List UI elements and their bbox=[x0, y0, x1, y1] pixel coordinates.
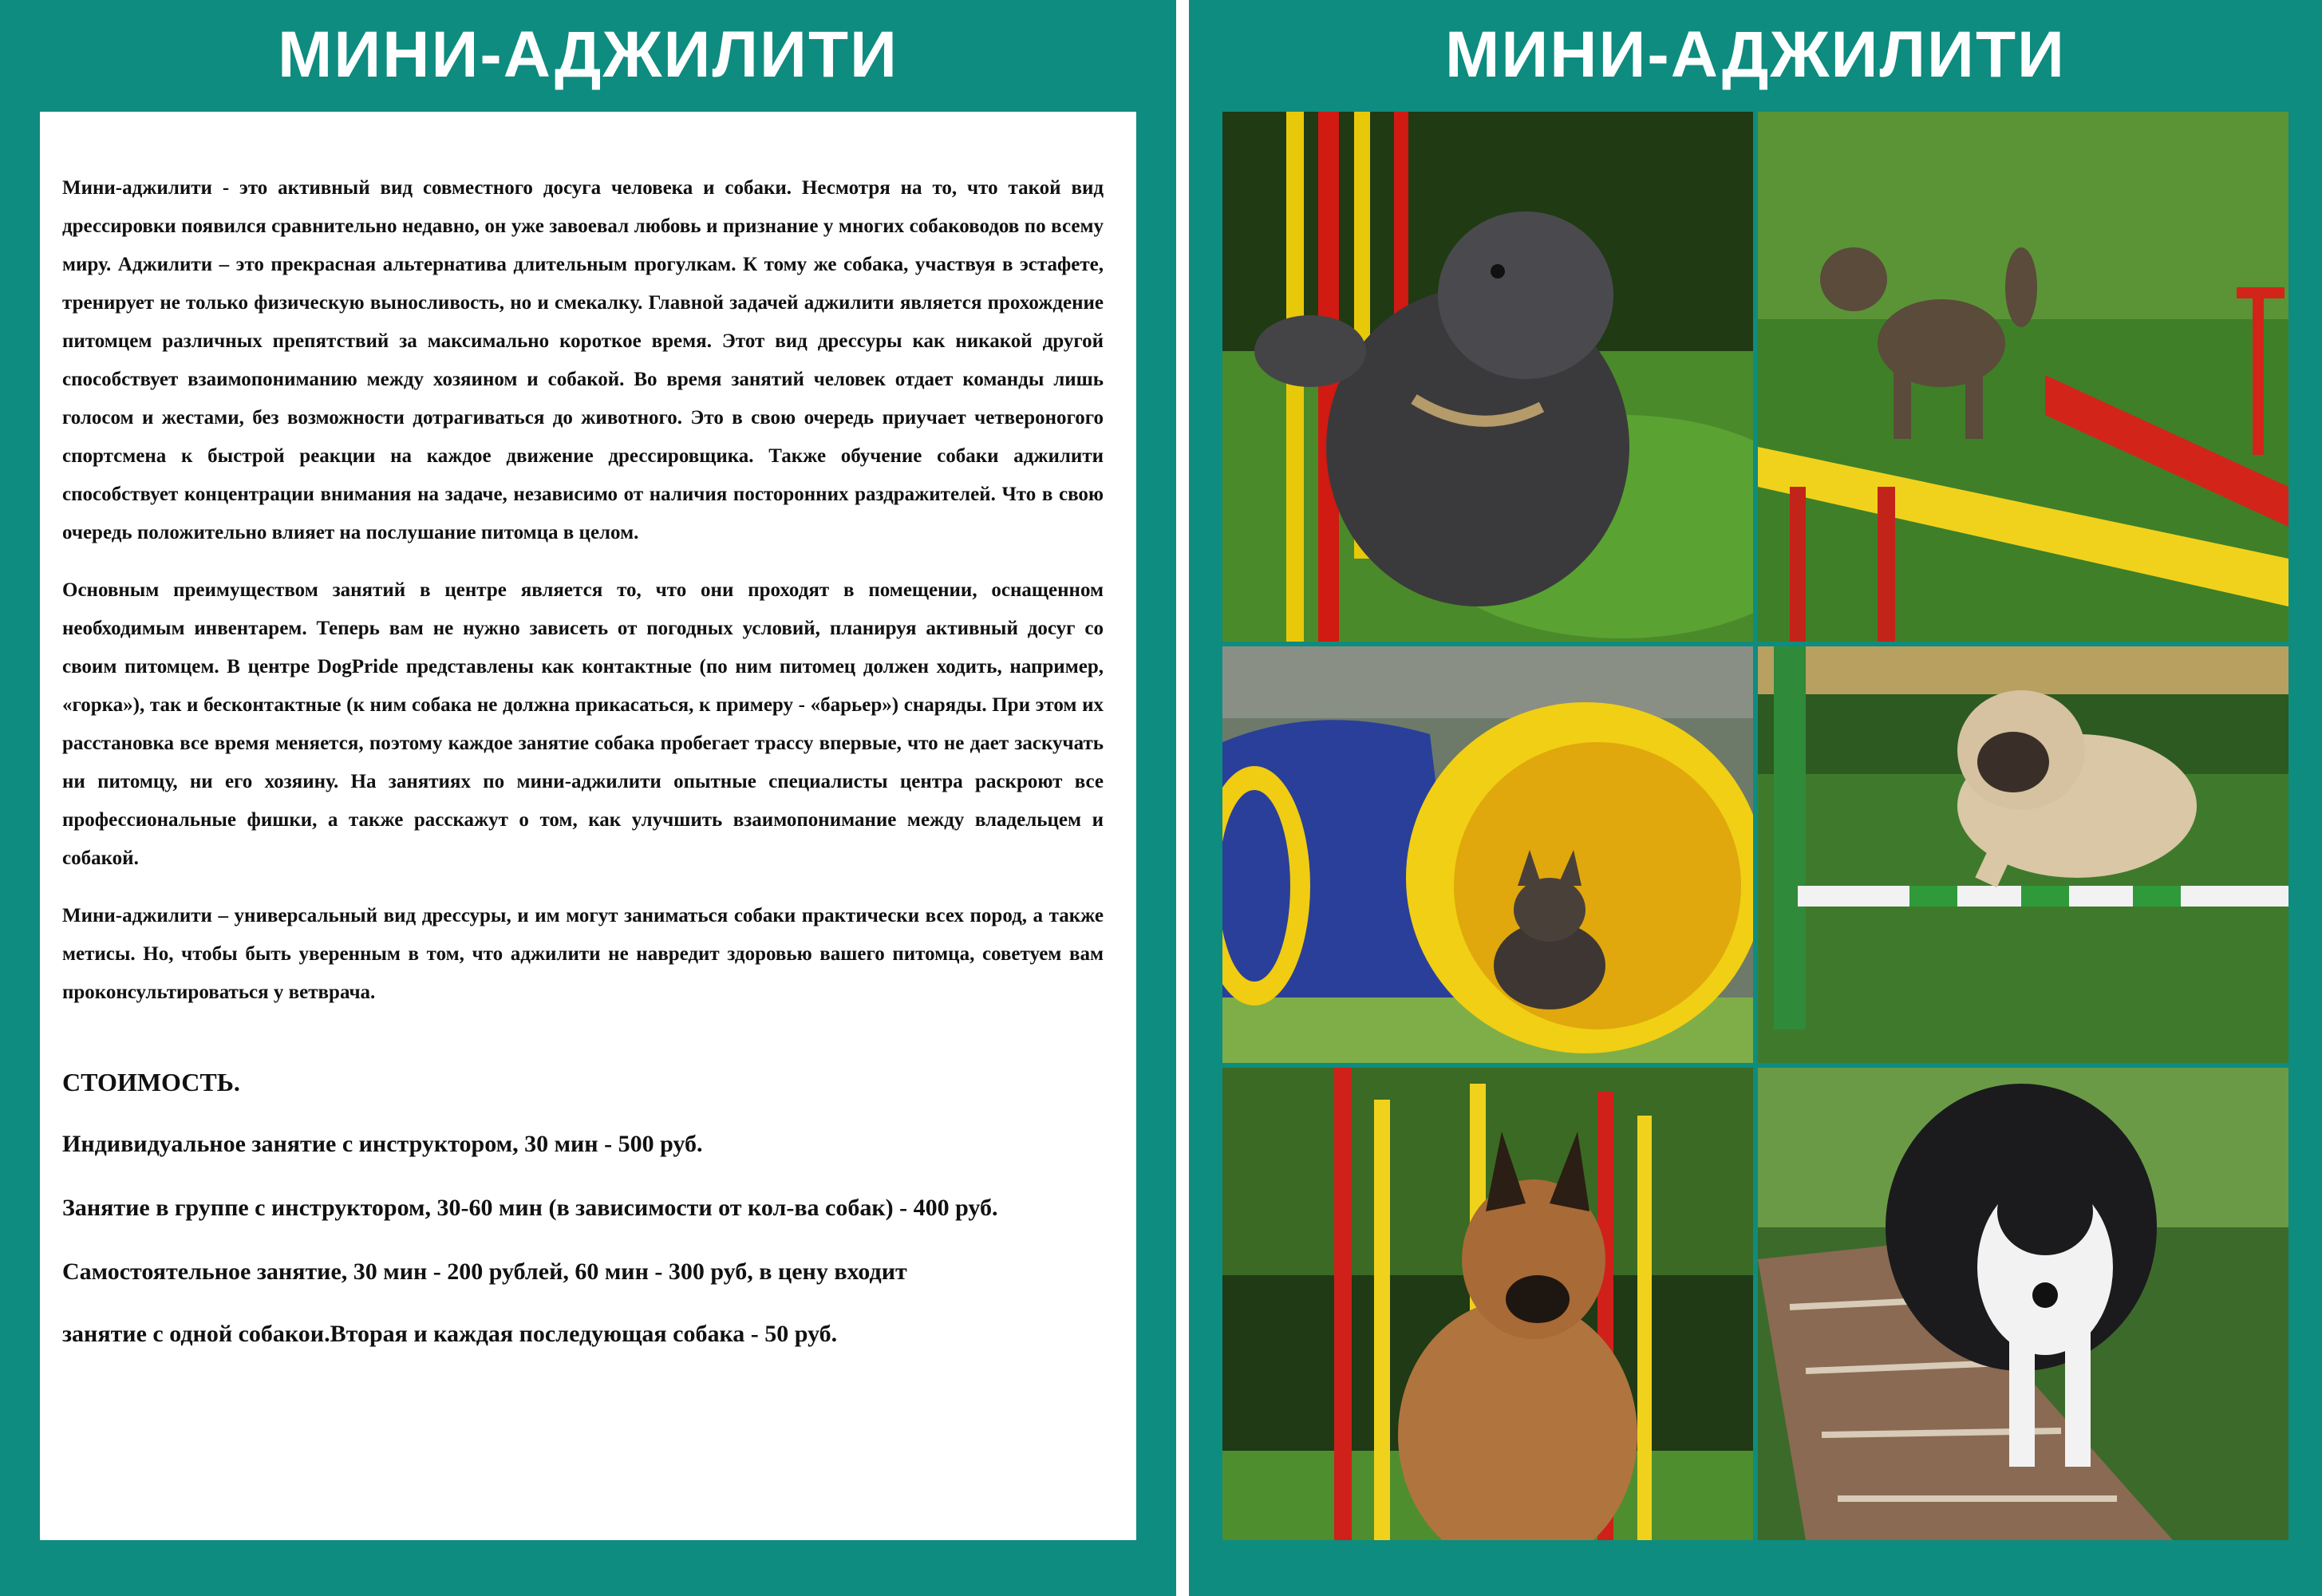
photo-poodle-on-dog-walk bbox=[1758, 112, 2288, 642]
price-extra-dog: занятие с одной собакои.Вторая и каждая последующая собака - 50 руб. bbox=[62, 1321, 838, 1347]
price-group: Занятие в группе с инструктором, 30-60 мин (в зависимости от кол-ва собак) - 400 руб. bbox=[62, 1195, 998, 1221]
right-panel-title: МИНИ-АДЖИЛИТИ bbox=[1445, 18, 2066, 91]
photo-dog-weave-poles-gray-terrier bbox=[1222, 112, 1753, 642]
price-self: Самостоятельное занятие, 30 мин - 200 рублей, 60 мин - 300 руб, в цену входит bbox=[62, 1258, 907, 1285]
text-card bbox=[40, 112, 1136, 1540]
photo-pug-jumping-hurdle bbox=[1758, 646, 2288, 1063]
photo-shepherd-weave-poles bbox=[1222, 1068, 1753, 1540]
right-panel bbox=[1189, 0, 2322, 1596]
page-gutter bbox=[1176, 0, 1189, 1596]
photo-grid bbox=[1222, 112, 2288, 1540]
price-individual: Индивидуальное занятие с инструктором, 30 мин - 500 руб. bbox=[62, 1131, 703, 1157]
paragraph-advantages: Основным преимуществом занятий в центре является то, что они проходят в помещении, оснащенном необходимым инвентарем. Теперь вам не нужно зависеть от погодных условий, планируя активный досуг со своим питомцем. В центре DogPride представлены как контактные (по ним питомец должен ходить, например, «горка»), так и бесконтактные (к ним собака не должна прикасаться, к примеру - «барьер») снаряды. При этом их расстановка все время меняется, поэтому каждое занятие собака пробегает трассу впервые, что не дает заскучать ни питомцу, ни его хозяину. На занятиях по мини-аджилити опытные специалисты центра раскроют все профессиональные фишки, а также расскажут о том, как улучшить взаимопонимание между владельцем и собакой. bbox=[62, 579, 1104, 869]
photo-border-collie-on-ramp bbox=[1758, 1068, 2288, 1540]
photo-dog-in-yellow-tunnel bbox=[1222, 646, 1753, 1063]
paragraph-breeds: Мини-аджилити – универсальный вид дрессуры, и им могут заниматься собаки практически всех пород, а также метисы. Но, чтобы быть уверенным в том, что аджилити не навредит здоровью вашего питомца, советуем вам проконсультироваться у ветврача. bbox=[62, 905, 1104, 1003]
left-panel-title: МИНИ-АДЖИЛИТИ bbox=[278, 18, 898, 91]
pricing-title: СТОИМОСТЬ. bbox=[62, 1068, 240, 1096]
paragraph-intro: Мини-аджилити - это активный вид совместного досуга человека и собаки. Несмотря на то, что такой вид дрессировки появился сравнительно недавно, он уже завоевал любовь и признание у многих собаководов по всему миру. Аджилити – это прекрасная альтернатива длительным прогулкам. К тому же собака, участвуя в эстафете, тренирует не только физическую выносливость, но и смекалку. Главной задачей аджилити является прохождение питомцем различных препятствий за максимально короткое время. Этот вид дрессуры как никакой другой способствует взаимопониманию между хозяином и собакой. Во время занятий человек отдает команды лишь голосом и жестами, без возможности дотрагиваться до животного. Это в свою очередь приучает четвероногого спортсмена к быстрой реакции на каждое движение дрессировщика. Также обучение собаки аджилити способствует концентрации внимания на задаче, независимо от наличия посторонних раздражителей. Что в свою очередь положительно влияет на послушание питомца в целом. bbox=[62, 177, 1104, 543]
